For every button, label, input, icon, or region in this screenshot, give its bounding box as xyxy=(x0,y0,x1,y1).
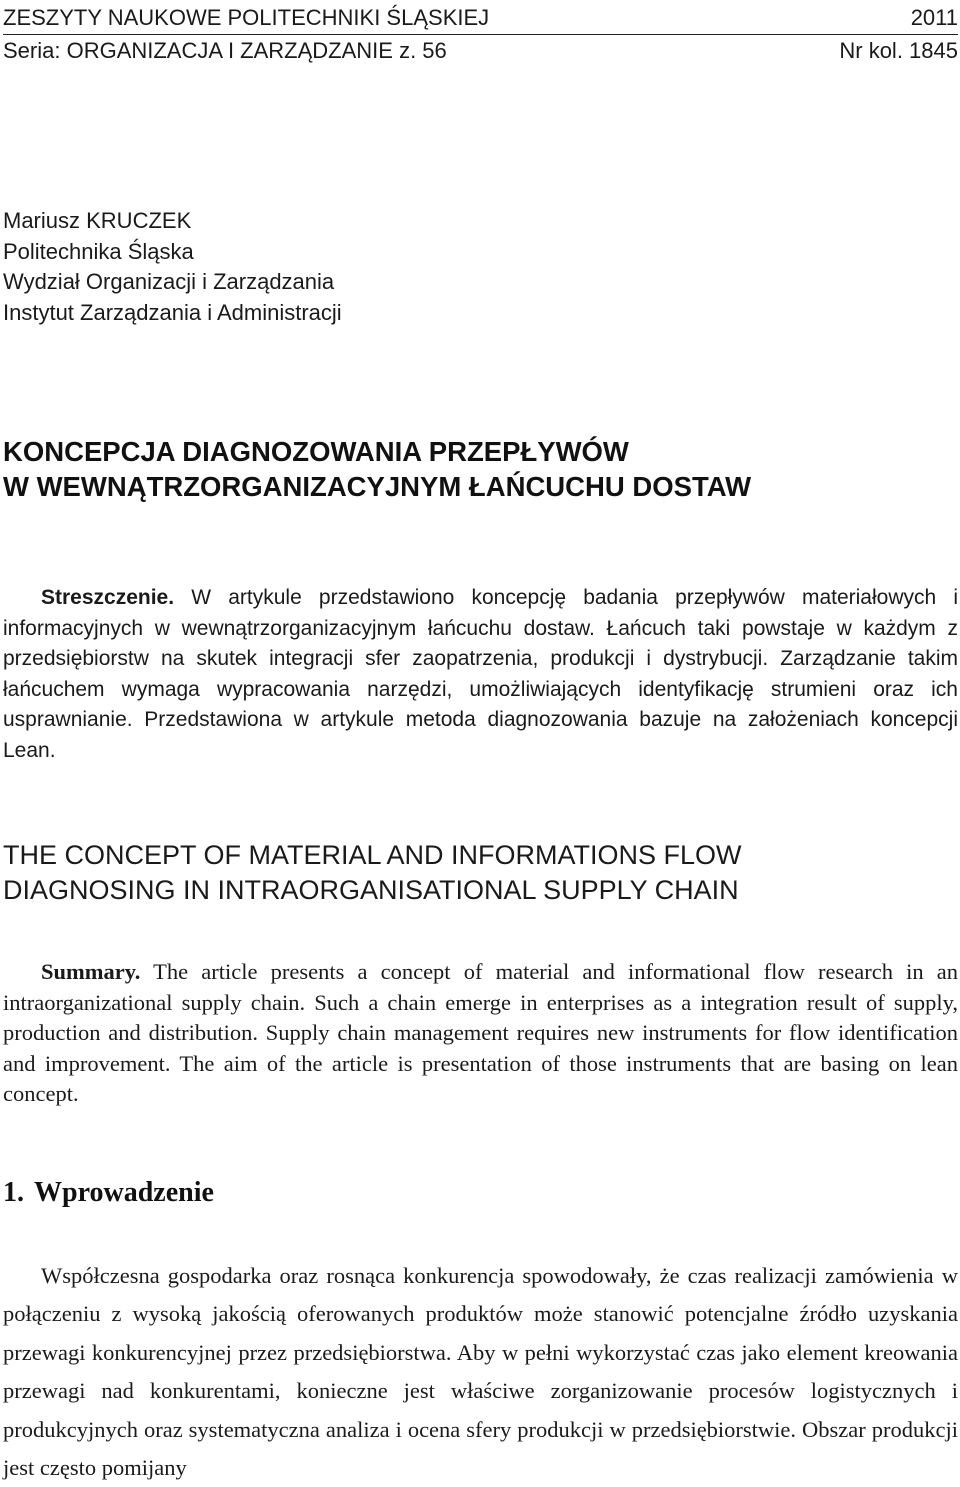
abstract-english-text: The article presents a concept of material and informational flow research in an intraorganizational supply chain. Such a chain emerge in enterprises as a integration result of supply, production and distribution. Supply chain management requires new instruments for flow identification and improvement. The aim of the article is presentation of those instruments that are basing on lean concept. xyxy=(3,959,958,1107)
title-english-line-2: DIAGNOSING IN INTRAORGANISATIONAL SUPPLY CHAIN xyxy=(3,875,739,905)
section-heading xyxy=(3,1175,214,1211)
section-title: Wprowadzenie xyxy=(34,1177,214,1208)
journal-header-row-2 xyxy=(3,35,958,65)
author-affiliation-faculty: Wydział Organizacji i Zarządzania xyxy=(3,269,335,294)
abstract-polish-text: W artykule przedstawiono koncepcję badania przepływów materiałowych i informacyjnych w wewnątrzorganizacyjnym łańcuchu dostaw. Łańcuch taki powstaje w każdym z przedsiębiorstw na skutek integracji sfer zaopatrzenia, produkcji i dystrybucji. Zarządzanie takim łańcuchem wymaga wypracowania narzędzi, umożliwiających identyfikację strumieni oraz ich usprawnianie. Przedstawiona w artykule metoda diagnozowania bazuje na założeniach koncepcji Lean. xyxy=(3,586,958,762)
author-affiliation-university: Politechnika Śląska xyxy=(3,238,194,264)
author-name: Mariusz KRUCZEK xyxy=(3,208,192,233)
abstract-polish-lead: Streszczenie. xyxy=(41,586,175,609)
abstract-english-lead: Summary. xyxy=(41,959,141,984)
title-english-line-1: THE CONCEPT OF MATERIAL AND INFORMATIONS FLOW xyxy=(3,840,742,870)
journal-series: Seria: ORGANIZACJA I ZARZĄDZANIE z. 56 xyxy=(3,38,447,63)
journal-name: ZESZYTY NAUKOWE POLITECHNIKI ŚLĄSKIEJ xyxy=(3,5,490,30)
journal-header-row-1 xyxy=(3,4,958,35)
section-body-paragraph: Współczesna gospodarka oraz rosnąca konkurencja spowodowały, że czas realizacji zamówienia w połączeniu z wysoką jakością oferowanych produktów może stanowić potencjalne źródło uzyskania przewagi konkurencyjnej przez przedsiębiorstwa. Aby w pełni wykorzystać czas jako element kreowania przewagi nad konkurentami, konieczne jest właściwe zorganizowanie procesów logistycznych i produkcyjnych oraz systematyczna analiza i ocena sfery produkcji w przedsiębiorstwie. Obszar produkcji jest często pomijany xyxy=(3,1263,958,1481)
author-block xyxy=(3,206,342,328)
journal-issue-number: Nr kol. 1845 xyxy=(839,38,958,63)
title-polish-line-1: KONCEPCJA DIAGNOZOWANIA PRZEPŁYWÓW xyxy=(3,436,629,467)
abstract-english xyxy=(3,957,958,1110)
section-number: 1. xyxy=(3,1177,24,1208)
journal-header xyxy=(3,4,958,65)
title-polish xyxy=(3,434,751,504)
author-affiliation-institute: Instytut Zarządzania i Administracji xyxy=(3,299,342,325)
journal-year: 2011 xyxy=(910,5,958,30)
title-polish-line-2: W WEWNĄTRZORGANIZACYJNYM ŁAŃCUCHU DOSTAW xyxy=(3,471,752,502)
title-english xyxy=(3,838,742,908)
abstract-polish xyxy=(3,583,958,767)
